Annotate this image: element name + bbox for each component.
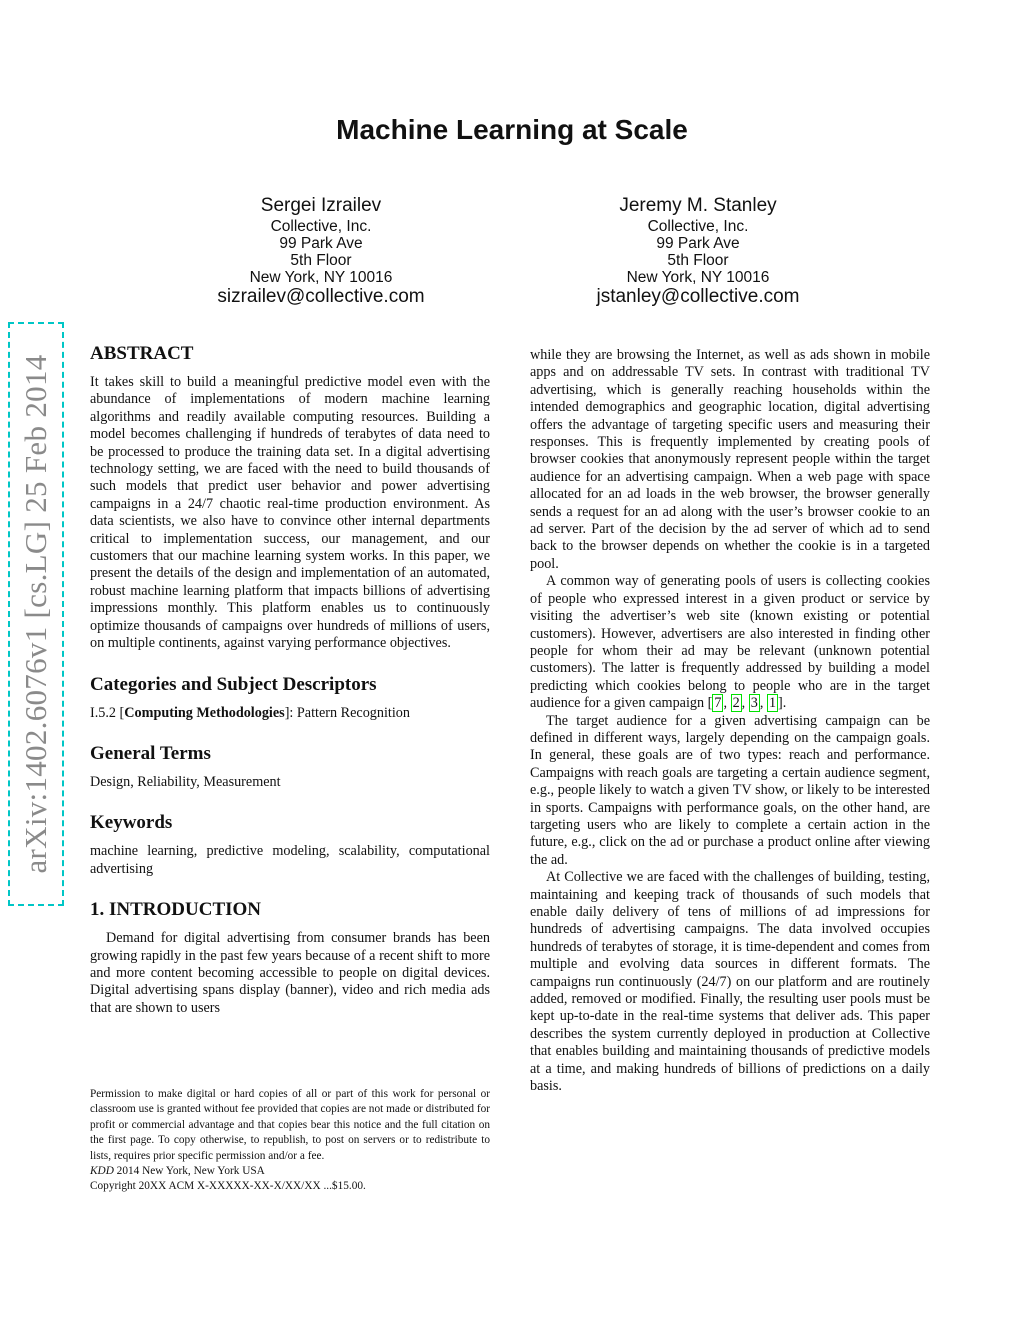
author-address-line: New York, NY 10016: [249, 269, 393, 286]
arxiv-identifier[interactable]: arXiv:1402.6076v1 [cs.LG] 25 Feb 2014: [18, 354, 53, 874]
intro-paragraph-continued: while they are browsing the Internet, as well as ads shown in mobile apps and on addressable TV sets. In contrast with traditional TV advertising, which is generally reaching households within the intended demographics and geographic location, digital advertising offers the advantage of targeting specific users and measuring their responses. This is frequently implemented by creating pools of browser cookies that anonymously represent people within the target audience for an advertising campaign. When a web page with space allocated for an ad loads in the web browser, the browser generally sends a request for an ad along with the user’s browser cookie to an ad server. Part of the decision by the ad server of which ad to send back to the browser depends on whether the cookie is in a targeted pool.: [530, 347, 930, 572]
categories-text: [90, 705, 490, 722]
author-block: [548, 194, 848, 308]
intro-paragraph: Demand for digital advertising from consumer brands has been growing rapidly in the past few years because of a recent shift to more and more content becoming accessible to people on digital devices. Digital advertising spans display (banner), video and rich media ads that are shown to users: [90, 930, 490, 1016]
copyright-line: Copyright 20XX ACM X-XXXXX-XX-X/XX/XX ...$15.00.: [90, 1180, 366, 1193]
left-column: [90, 342, 490, 1017]
category-bold: Computing Methodologies: [124, 704, 285, 721]
author-address-line: 5th Floor: [667, 252, 729, 269]
intro-paragraph: A common way of generating pools of users is collecting cookies of people who expressed interest in a given product or service by visiting the advertiser’s web site (known existing or potential customers). However, advertisers are also interested in finding other people for whom their ad may be relevant (unknown potential customers). The latter is frequently addressed by building a model predicting which cookies belong to people who are in the target audience for a given campaign [ 7 , 2 , 3 , 1 ].: [530, 573, 930, 712]
intro-paragraph-text: A common way of generating pools of users is collecting cookies of people who expressed interest in a given product or service by visiting the advertiser’s web site (known existing or potential customers). However, advertisers are also interested in finding other people for whom their ad may be relevant (unknown potential customers). The latter is frequently addressed by building a model predicting which cookies belong to people who are in the target audience for a given campaign [: [530, 573, 930, 712]
permission-notice: [90, 1087, 490, 1195]
abstract-heading: ABSTRACT: [90, 343, 194, 364]
keywords-heading: Keywords: [90, 812, 173, 834]
arxiv-stamp: [8, 322, 64, 906]
author-email[interactable]: jstanley@collective.com: [596, 286, 800, 307]
permission-text: Permission to make digital or hard copies of all or part of this work for personal or classroom use is granted without fee provided that copies are not made or distributed for profit or commercial advantage and that copies bear this notice and the full citation on the first page. To copy otherwise, to republish, to post on servers or to redistribute to lists, requires prior specific permission and/or a fee.: [90, 1088, 490, 1162]
paper-title: Machine Learning at Scale: [336, 114, 688, 145]
citation-link[interactable]: 3: [750, 695, 758, 712]
author-affiliation: Collective, Inc.: [647, 218, 749, 235]
introduction-heading: 1. INTRODUCTION: [90, 899, 262, 921]
venue-name: KDD: [90, 1165, 114, 1178]
venue-details: 2014 New York, New York USA: [113, 1165, 265, 1178]
author-address-line: 5th Floor: [290, 252, 352, 269]
category-rest: ]: Pattern Recognition: [284, 704, 410, 721]
citation-link[interactable]: 1: [768, 695, 777, 712]
citation-close: ].: [778, 695, 787, 712]
category-code: I.5.2 [: [90, 704, 125, 721]
general-terms-heading: General Terms: [90, 742, 211, 764]
keywords-text: machine learning, predictive modeling, scalability, computational advertising: [90, 843, 490, 877]
right-column: [530, 347, 930, 1095]
author-address-line: 99 Park Ave: [656, 235, 740, 252]
intro-paragraph: At Collective we are faced with the challenges of building, testing, maintaining and keeping track of thousands of such models that enable daily delivery of tens of millions of ad impressions for hundreds of advertising campaigns. The data involved occupies hundreds of terabytes of storage, it is time-dependent and comes from multiple and evolving data sources in different formats. The campaigns run continuously (24/7) on our platform and are routinely added, removed or modified. Finally, the resulting user pools must be kept up-to-date in the real-time systems that deliver ads. This paper describes the system currently deployed in production at Collective that enables building and maintaining thousands of predictive models at a time, and making hundreds of billions of predictions on a daily basis.: [530, 869, 930, 1095]
general-terms-text: Design, Reliability, Measurement: [90, 773, 281, 790]
citation-link[interactable]: 7: [714, 695, 722, 712]
author-name: Sergei Izrailev: [260, 195, 382, 216]
citation-link[interactable]: 2: [732, 695, 740, 712]
venue-line: [90, 1164, 490, 1179]
intro-paragraph: The target audience for a given advertising campaign can be defined in different ways, largely depending on the campaign goals. In general, these goals are of two types: reach and performance. Campaigns with reach goals are targeting a certain audience segment, e.g., people likely to watch a given TV show, or likely to be interested in sports. Campaigns with performance goals, on the other hand, are targeting users who are likely to complete a certain action in the future, e.g., click on the ad or purchase a product online after viewing the ad.: [530, 712, 930, 868]
author-address-line: New York, NY 10016: [626, 269, 770, 286]
categories-heading: Categories and Subject Descriptors: [90, 673, 377, 695]
author-address-line: 99 Park Ave: [279, 235, 363, 252]
author-email[interactable]: sizrailev@collective.com: [217, 286, 425, 307]
author-name: Jeremy M. Stanley: [619, 195, 777, 216]
author-block: [171, 194, 471, 308]
abstract-text: It takes skill to build a meaningful predictive model even with the abundance of implementations of modern machine learning algorithms and readily available computing resources. Building a model becomes challenging if hundreds of terabytes of data need to be processed to produce the training data set. In a digital advertising technology setting, we are faced with the need to build thousands of such models that predict user behavior and power advertising campaigns in a 24/7 chaotic real-time production environment. As data scientists, we also have to convince other internal departments critical to implementation success, our management, and our customers that our machine learning system works. In this paper, we present the details of the design and implementation of an automated, robust machine learning platform that impacts billions of advertising impressions monthly. This platform enables us to continuously optimize thousands of campaigns over hundreds of millions of users, on multiple continents, against varying performance objectives.: [90, 374, 490, 652]
author-affiliation: Collective, Inc.: [270, 218, 372, 235]
